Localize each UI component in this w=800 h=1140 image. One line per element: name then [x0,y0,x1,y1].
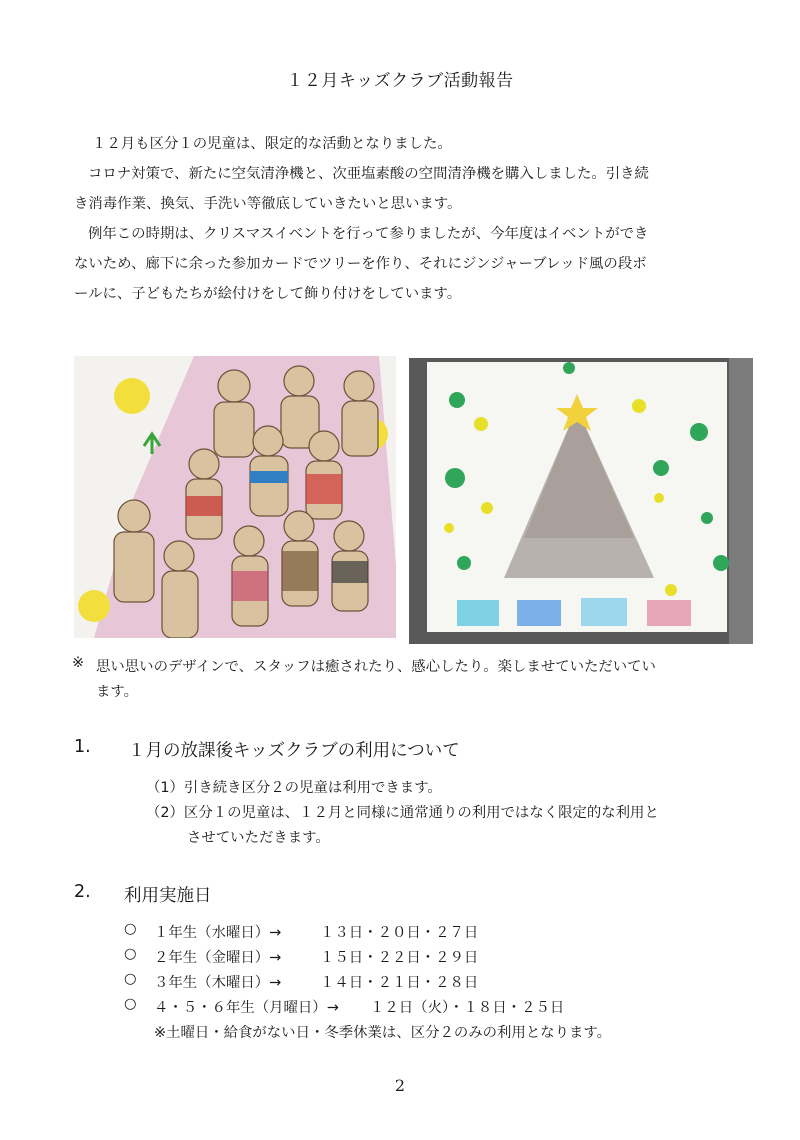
section-2-number: 2. [74,882,91,902]
christmas-tree-illustration [409,358,753,644]
paragraph-2-line-2: き消毒作業、換気、手洗い等徹底していきたいと思います。 [74,196,462,212]
paragraph-1: １２月も区分１の児童は、限定的な活動となりました。 [92,136,452,152]
photo-caption-line-2: ます。 [96,684,139,700]
schedule-grade: ３年生（木曜日）→ [154,975,282,991]
section-2-heading: 利用実施日 [124,886,212,906]
schedule-dates: １２日（火）・１８日・２５日 [370,1000,565,1016]
bullet-icon: ○ [124,921,137,937]
schedule-dates: １３日・２０日・２７日 [320,925,479,941]
schedule-grade: ４・５・６年生（月曜日）→ [154,1000,339,1016]
schedule-note: ※土曜日・給食がない日・冬季休業は、区分２のみの利用となります。 [154,1025,612,1041]
schedule-grade: １年生（水曜日）→ [154,925,282,941]
schedule-dates: １４日・２１日・２８日 [320,975,479,991]
section-1-item-2-line-2: させていただきます。 [187,830,330,846]
schedule-dates: １５日・２２日・２９日 [320,950,479,966]
intro-paragraph [74,129,748,309]
christmas-tree-photo [409,358,753,644]
report-title: １２月キッズクラブ活動報告 [286,71,514,91]
photo-caption-mark: ※ [72,655,85,671]
section-1-item-1: （1）引き続き区分２の児童は利用できます。 [146,780,442,796]
paragraph-3-line-1: 例年この時期は、クリスマスイベントを行って参りましたが、今年度はイベントができ [88,226,649,242]
gingerbread-closeup-illustration [74,356,396,638]
section-1-number: 1. [74,737,91,757]
photo-caption-line-1: 思い思いのデザインで、スタッフは癒されたり、感心したり。楽しませていただいてい [96,659,656,675]
bullet-icon: ○ [124,996,137,1012]
page-number: 2 [394,1076,406,1095]
gingerbread-closeup-photo [74,356,396,638]
paragraph-3-line-2: ないため、廊下に余った参加カードでツリーを作り、それにジンジャーブレッド風の段ボ [74,256,647,272]
schedule-grade: ２年生（金曜日）→ [154,950,282,966]
paragraph-3-line-3: ールに、子どもたちが絵付けをして飾り付けをしています。 [74,286,462,302]
bullet-icon: ○ [124,971,137,987]
section-1-item-2-line-1: （2）区分１の児童は、１２月と同様に通常通りの利用ではなく限定的な利用と [146,805,659,821]
bullet-icon: ○ [124,946,137,962]
paragraph-2-line-1: コロナ対策で、新たに空気清浄機と、次亜塩素酸の空間清浄機を購入しました。引き続 [88,166,649,182]
section-1-heading: １月の放課後キッズクラブの利用について [128,741,460,761]
